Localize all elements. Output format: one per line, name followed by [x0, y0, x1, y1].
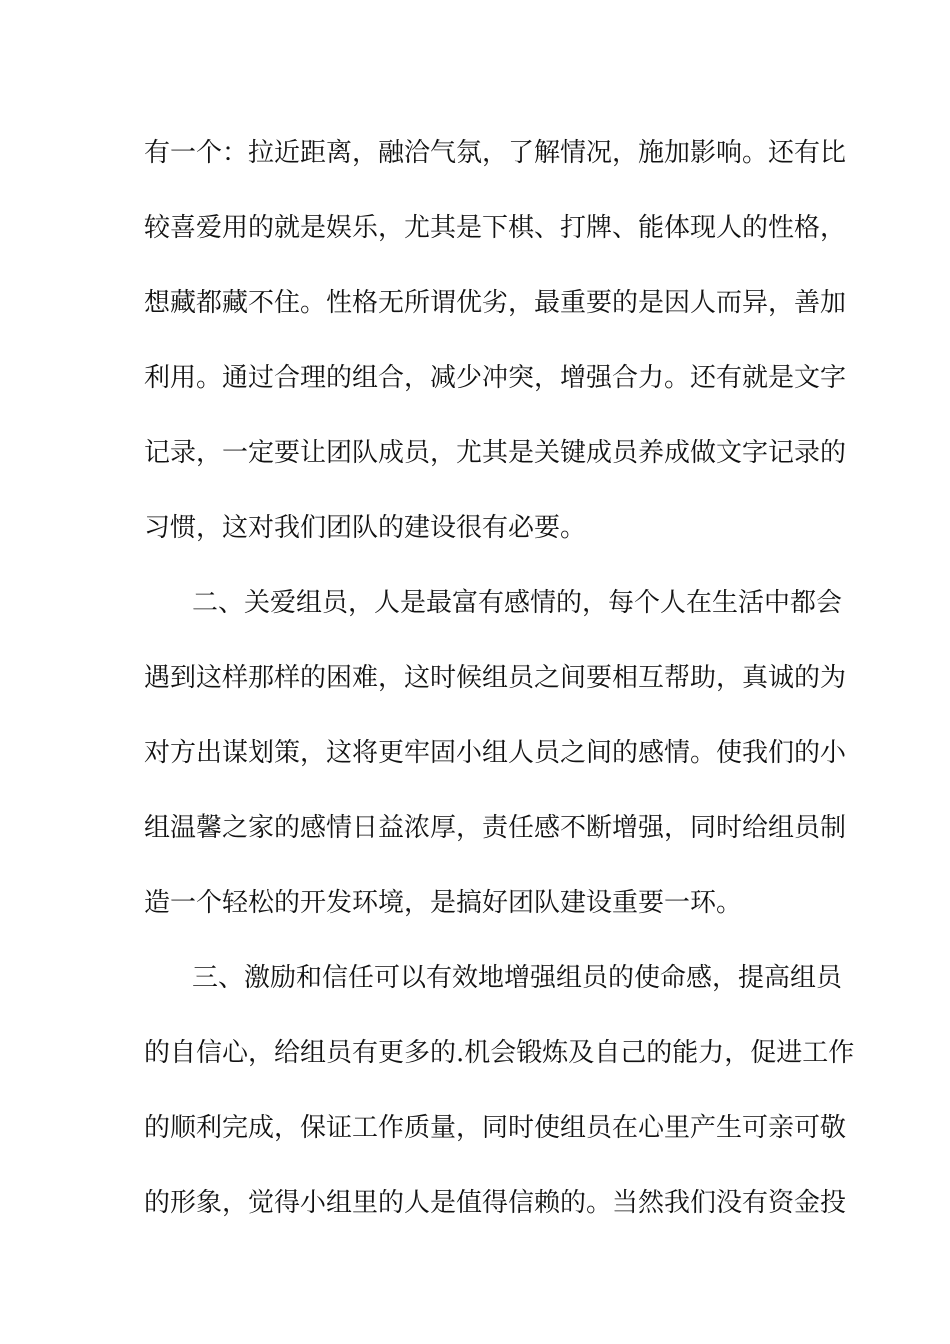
paragraph-line: 遇到这样那样的困难，这时候组员之间要相互帮助，真诚的为: [144, 663, 847, 693]
paragraph-line: 记录，一定要让团队成员，尤其是关键成员养成做文字记录的: [144, 438, 847, 468]
paragraph-line: 利用。通过合理的组合，减少冲突，增强合力。还有就是文字: [144, 363, 847, 393]
paragraph-line: 对方出谋划策，这将更牢固小组人员之间的感情。使我们的小: [144, 738, 847, 768]
paragraph-line: 有一个：拉近距离，融洽气氛，了解情况，施加影响。还有比: [144, 138, 847, 168]
paragraph-line: 习惯，这对我们团队的建设很有必要。: [144, 513, 587, 543]
paragraph-line: 二、关爱组员，人是最富有感情的，每个人在生活中都会: [192, 588, 843, 618]
paragraph-line: 较喜爱用的就是娱乐，尤其是下棋、打牌、能体现人的性格，: [144, 213, 847, 243]
paragraph-line: 的自信心，给组员有更多的.机会锻炼及自己的能力，促进工作: [144, 1038, 855, 1068]
paragraph-line: 造一个轻松的开发环境，是搞好团队建设重要一环。: [144, 888, 743, 918]
paragraph-line: 想藏都藏不住。性格无所谓优劣，最重要的是因人而异，善加: [144, 288, 847, 318]
paragraph-line: 组温馨之家的感情日益浓厚，责任感不断增强，同时给组员制: [144, 813, 847, 843]
paragraph-line: 的形象，觉得小组里的人是值得信赖的。当然我们没有资金投: [144, 1188, 847, 1218]
paragraph-line: 的顺利完成，保证工作质量，同时使组员在心里产生可亲可敬: [144, 1113, 847, 1143]
paragraph-line: 三、激励和信任可以有效地增强组员的使命感，提高组员: [192, 963, 843, 993]
